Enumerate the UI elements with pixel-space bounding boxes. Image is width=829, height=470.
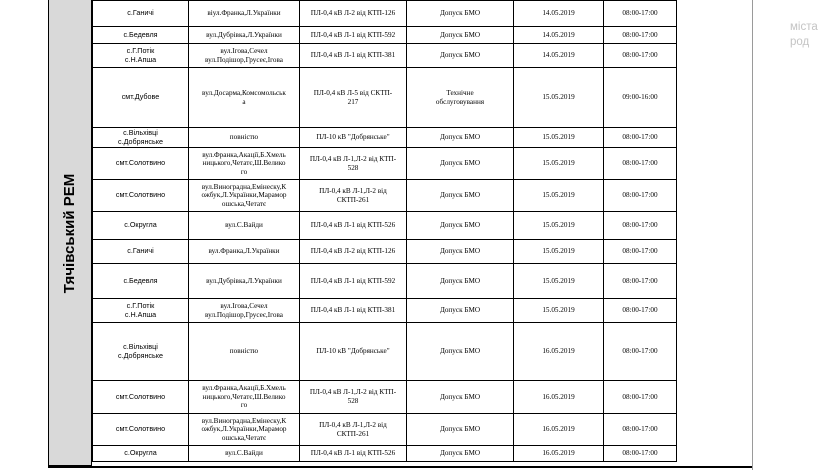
- date-cell: 15.05.2019: [514, 148, 604, 180]
- power-line-cell: ПЛ-0,4 кВ Л-1 від КТП-381: [300, 44, 407, 68]
- streets-cell: вул.Франка,Акації,Б.Хмель ницького,Четатє,Ш.Велико го: [189, 381, 300, 414]
- table-row: [93, 68, 677, 128]
- streets-cell: повністю: [189, 128, 300, 148]
- table-row: [93, 212, 677, 240]
- work-type-cell: Допуск БМО: [407, 128, 514, 148]
- date-cell: 16.05.2019: [514, 381, 604, 414]
- power-line-cell: ПЛ-0,4 кВ Л-1 від КТП-592: [300, 27, 407, 44]
- date-cell: 15.05.2019: [514, 128, 604, 148]
- settlement-cell: с.Бедевля: [93, 264, 189, 299]
- work-type-cell: Допуск БМО: [407, 44, 514, 68]
- time-cell: 08:00-17:00: [604, 414, 677, 446]
- power-line-cell: ПЛ-0,4 кВ Л-5 від СКТП- 217: [300, 68, 407, 128]
- settlement-cell: с.Бедевля: [93, 27, 189, 44]
- power-line-cell: ПЛ-0,4 кВ Л-1 від КТП-526: [300, 446, 407, 462]
- settlement-cell: с.Округла: [93, 446, 189, 462]
- streets-cell: віул.Франка,Л.Українки: [189, 1, 300, 27]
- power-line-cell: ПЛ-0,4 кВ Л-1 від КТП-526: [300, 212, 407, 240]
- table-bottom-border: [48, 466, 752, 468]
- work-type-cell: Допуск БМО: [407, 27, 514, 44]
- time-cell: 08:00-17:00: [604, 446, 677, 462]
- power-line-cell: ПЛ-10 кВ "Добрянське": [300, 323, 407, 381]
- date-cell: 15.05.2019: [514, 68, 604, 128]
- date-cell: 15.05.2019: [514, 212, 604, 240]
- date-cell: 15.05.2019: [514, 240, 604, 264]
- power-line-cell: ПЛ-0,4 кВ Л-1 від КТП-592: [300, 264, 407, 299]
- settlement-cell: смт.Солотвино: [93, 381, 189, 414]
- work-type-cell: Допуск БМО: [407, 1, 514, 27]
- power-line-cell: ПЛ-0,4 кВ Л-2 від КТП-126: [300, 1, 407, 27]
- work-type-cell: Допуск БМО: [407, 381, 514, 414]
- work-type-cell: Допуск БМО: [407, 264, 514, 299]
- date-cell: 14.05.2019: [514, 44, 604, 68]
- table-row: [93, 323, 677, 381]
- settlement-cell: смт.Солотвино: [93, 414, 189, 446]
- streets-cell: повністю: [189, 323, 300, 381]
- time-cell: 08:00-17:00: [604, 1, 677, 27]
- power-line-cell: ПЛ-0,4 кВ Л-1,Л-2 від СКТП-261: [300, 180, 407, 212]
- table-row: [93, 1, 677, 27]
- time-cell: 08:00-17:00: [604, 264, 677, 299]
- work-type-cell: Допуск БМО: [407, 299, 514, 323]
- time-cell: 08:00-17:00: [604, 180, 677, 212]
- table-row: [93, 264, 677, 299]
- work-type-cell: Допуск БМО: [407, 212, 514, 240]
- date-cell: 15.05.2019: [514, 299, 604, 323]
- date-cell: 16.05.2019: [514, 414, 604, 446]
- settlement-cell: с.Г.Потік с.Н.Апша: [93, 44, 189, 68]
- power-line-cell: ПЛ-0,4 кВ Л-1,Л-2 від КТП- 528: [300, 381, 407, 414]
- table-row: [93, 381, 677, 414]
- streets-cell: вул.С.Вайди: [189, 212, 300, 240]
- time-cell: 08:00-17:00: [604, 323, 677, 381]
- table-row: [93, 27, 677, 44]
- streets-cell: вул.Виноградна,Емінеску,К ожбук,Л.Українки,Марамор ошська,Четатє: [189, 414, 300, 446]
- watermark-line-1: міста: [790, 21, 818, 33]
- work-type-cell: Допуск БМО: [407, 446, 514, 462]
- streets-cell: вул.С.Вайди: [189, 446, 300, 462]
- power-line-cell: ПЛ-10 кВ "Добрянське": [300, 128, 407, 148]
- time-cell: 08:00-17:00: [604, 381, 677, 414]
- settlement-cell: с.Ганичі: [93, 240, 189, 264]
- time-cell: 09:00-16:00: [604, 68, 677, 128]
- settlement-cell: с.Вільхівці с.Добрянське: [93, 128, 189, 148]
- section-label-wrapper: [48, 0, 92, 466]
- time-cell: 08:00-17:00: [604, 148, 677, 180]
- watermark: [752, 20, 829, 50]
- power-line-cell: ПЛ-0,4 кВ Л-1 від КТП-381: [300, 299, 407, 323]
- work-type-cell: Допуск БМО: [407, 148, 514, 180]
- date-cell: 16.05.2019: [514, 446, 604, 462]
- settlement-cell: с.Ганичі: [93, 1, 189, 27]
- date-cell: 14.05.2019: [514, 27, 604, 44]
- streets-cell: вул.Досарма,Комсомольськ а: [189, 68, 300, 128]
- power-line-cell: ПЛ-0,4 кВ Л-1,Л-2 від КТП- 528: [300, 148, 407, 180]
- time-cell: 08:00-17:00: [604, 240, 677, 264]
- settlement-cell: смт.Солотвино: [93, 180, 189, 212]
- date-cell: 14.05.2019: [514, 1, 604, 27]
- settlement-cell: смт.Солотвино: [93, 148, 189, 180]
- settlement-cell: смт.Дубове: [93, 68, 189, 128]
- table-row: [93, 240, 677, 264]
- date-cell: 15.05.2019: [514, 180, 604, 212]
- watermark-line-2: род: [790, 36, 810, 48]
- time-cell: 08:00-17:00: [604, 44, 677, 68]
- time-cell: 08:00-17:00: [604, 212, 677, 240]
- work-type-cell: Допуск БМО: [407, 240, 514, 264]
- table-row: [93, 44, 677, 68]
- power-line-cell: ПЛ-0,4 кВ Л-1,Л-2 від СКТП-261: [300, 414, 407, 446]
- table-row: [93, 299, 677, 323]
- streets-cell: вул.Виноградна,Емінеску,К ожбук,Л.Українки,Марамор ошська,Четатє: [189, 180, 300, 212]
- time-cell: 08:00-17:00: [604, 27, 677, 44]
- date-cell: 16.05.2019: [514, 323, 604, 381]
- streets-cell: вул.Франка,Акації,Б.Хмель ницького,Четатє,Ш.Велико го: [189, 148, 300, 180]
- settlement-cell: с.Округла: [93, 212, 189, 240]
- page-margin-right: [752, 0, 829, 470]
- time-cell: 08:00-17:00: [604, 128, 677, 148]
- table-row: [93, 148, 677, 180]
- work-type-cell: Допуск БМО: [407, 180, 514, 212]
- date-cell: 15.05.2019: [514, 264, 604, 299]
- table-row: [93, 446, 677, 462]
- power-line-cell: ПЛ-0,4 кВ Л-2 від КТП-126: [300, 240, 407, 264]
- streets-cell: вул.Франка,Л.Українки: [189, 240, 300, 264]
- table-row: [93, 128, 677, 148]
- streets-cell: вул.Дубрівка,Л.Українки: [189, 264, 300, 299]
- work-type-cell: Допуск БМО: [407, 323, 514, 381]
- streets-cell: вул.Дубрівка,Л.Українки: [189, 27, 300, 44]
- time-cell: 08:00-17:00: [604, 299, 677, 323]
- settlement-cell: с.Вільхівці с.Добрянське: [93, 323, 189, 381]
- streets-cell: вул.Ігова,Сечел вул.Подішор,Грусеє,Ігова: [189, 299, 300, 323]
- settlement-cell: с.Г.Потік с.Н.Апша: [93, 299, 189, 323]
- outage-schedule-table: [92, 0, 677, 462]
- table-row: [93, 180, 677, 212]
- section-label: Тячівський РЕМ: [61, 173, 79, 293]
- work-type-cell: Допуск БМО: [407, 414, 514, 446]
- streets-cell: вул.Ігова,Сечел вул.Подішор,Грусеє,Ігова: [189, 44, 300, 68]
- work-type-cell: Технічне обслуговування: [407, 68, 514, 128]
- table-row: [93, 414, 677, 446]
